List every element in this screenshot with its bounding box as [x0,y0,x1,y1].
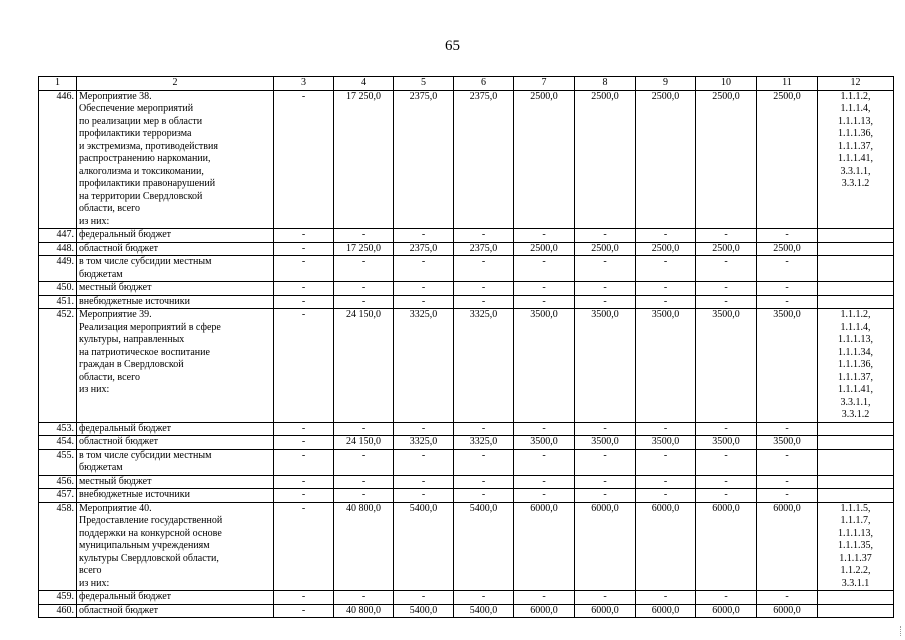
value-cell-c4: - [334,282,394,296]
table-row [39,90,894,229]
table-row [39,229,894,243]
value-cell-c6: - [454,295,514,309]
value-cell-c7: - [514,295,575,309]
row-number: 452. [39,309,77,423]
value-cell-c8: 3500,0 [575,309,636,423]
value-cell-c3: - [274,449,334,475]
target-codes-cell [818,489,894,503]
value-cell-c7: 6000,0 [514,604,575,618]
row-name: федеральный бюджет [77,422,274,436]
value-cell-c4: - [334,256,394,282]
row-name: в том числе субсидии местным бюджетам [77,449,274,475]
value-cell-c7: - [514,591,575,605]
value-cell-c11: 2500,0 [757,242,818,256]
value-cell-c11: - [757,475,818,489]
value-cell-c6: 3325,0 [454,309,514,423]
value-cell-c3: - [274,242,334,256]
value-cell-c11: 2500,0 [757,90,818,229]
table-row [39,502,894,591]
value-cell-c8: - [575,591,636,605]
target-codes-cell [818,591,894,605]
value-cell-c10: - [696,591,757,605]
value-cell-c5: 3325,0 [394,436,454,450]
value-cell-c11: - [757,256,818,282]
value-cell-c3: - [274,282,334,296]
column-header: 5 [394,77,454,91]
value-cell-c6: - [454,475,514,489]
value-cell-c7: - [514,422,575,436]
value-cell-c4: - [334,422,394,436]
value-cell-c9: - [636,282,696,296]
value-cell-c4: 17 250,0 [334,242,394,256]
value-cell-c4: 24 150,0 [334,309,394,423]
target-codes-cell [818,436,894,450]
value-cell-c10: - [696,282,757,296]
value-cell-c5: - [394,229,454,243]
value-cell-c11: - [757,449,818,475]
value-cell-c9: 2500,0 [636,90,696,229]
row-name: местный бюджет [77,282,274,296]
row-name: федеральный бюджет [77,591,274,605]
value-cell-c9: - [636,295,696,309]
value-cell-c11: - [757,422,818,436]
column-header: 7 [514,77,575,91]
value-cell-c11: - [757,489,818,503]
value-cell-c9: - [636,475,696,489]
target-codes-cell [818,242,894,256]
value-cell-c5: - [394,256,454,282]
row-name: Мероприятие 38. Обеспечение мероприятий по реализации мер в области профилактики терроризма и экстремизма, противодействия распространению наркомании, алкоголизма и токсикомании, профилактики правонарушений на территории Свердловской области, всего из них: [77,90,274,229]
value-cell-c9: 6000,0 [636,604,696,618]
row-name: внебюджетные источники [77,295,274,309]
column-header: 9 [636,77,696,91]
row-name: Мероприятие 39. Реализация мероприятий в сфере культуры, направленных на патриотическое воспитание граждан в Свердловской области, всего из них: [77,309,274,423]
value-cell-c3: - [274,591,334,605]
value-cell-c7: 2500,0 [514,242,575,256]
value-cell-c11: 6000,0 [757,604,818,618]
row-number: 459. [39,591,77,605]
row-name: областной бюджет [77,242,274,256]
value-cell-c11: 3500,0 [757,436,818,450]
value-cell-c4: - [334,449,394,475]
value-cell-c5: - [394,489,454,503]
value-cell-c8: - [575,475,636,489]
value-cell-c10: - [696,295,757,309]
value-cell-c8: - [575,449,636,475]
value-cell-c6: - [454,256,514,282]
target-codes-cell [818,295,894,309]
value-cell-c10: 2500,0 [696,242,757,256]
row-number: 447. [39,229,77,243]
value-cell-c10: - [696,489,757,503]
value-cell-c10: 3500,0 [696,436,757,450]
value-cell-c11: - [757,282,818,296]
table-row [39,309,894,423]
table-row [39,489,894,503]
value-cell-c8: - [575,422,636,436]
row-number: 457. [39,489,77,503]
value-cell-c7: 2500,0 [514,90,575,229]
value-cell-c8: - [575,282,636,296]
value-cell-c7: - [514,449,575,475]
value-cell-c4: 40 800,0 [334,502,394,591]
value-cell-c5: - [394,422,454,436]
budget-table [38,76,894,618]
target-codes-cell [818,256,894,282]
row-name: в том числе субсидии местным бюджетам [77,256,274,282]
value-cell-c5: 2375,0 [394,242,454,256]
margin-mark [900,626,903,636]
value-cell-c7: - [514,256,575,282]
value-cell-c10: 6000,0 [696,604,757,618]
value-cell-c3: - [274,604,334,618]
value-cell-c10: - [696,422,757,436]
column-header: 8 [575,77,636,91]
page-number: 65 [445,38,460,54]
row-number: 450. [39,282,77,296]
value-cell-c5: 2375,0 [394,90,454,229]
value-cell-c11: - [757,229,818,243]
value-cell-c6: - [454,282,514,296]
row-number: 456. [39,475,77,489]
value-cell-c3: - [274,90,334,229]
column-header: 12 [818,77,894,91]
value-cell-c7: 3500,0 [514,309,575,423]
value-cell-c5: - [394,282,454,296]
value-cell-c4: 24 150,0 [334,436,394,450]
target-codes-cell: 1.1.1.2, 1.1.1.4, 1.1.1.13, 1.1.1.34, 1.1.1.36, 1.1.1.37, 1.1.1.41, 3.3.1.1, 3.3.1.2 [818,309,894,423]
table-row [39,256,894,282]
value-cell-c4: - [334,295,394,309]
value-cell-c3: - [274,229,334,243]
column-header: 10 [696,77,757,91]
column-header: 11 [757,77,818,91]
value-cell-c7: - [514,282,575,296]
value-cell-c4: - [334,489,394,503]
target-codes-cell [818,475,894,489]
row-number: 453. [39,422,77,436]
value-cell-c9: - [636,591,696,605]
row-number: 451. [39,295,77,309]
value-cell-c10: - [696,475,757,489]
value-cell-c5: 5400,0 [394,502,454,591]
value-cell-c3: - [274,475,334,489]
value-cell-c8: 2500,0 [575,90,636,229]
value-cell-c5: - [394,295,454,309]
value-cell-c6: - [454,422,514,436]
value-cell-c6: 5400,0 [454,502,514,591]
value-cell-c5: - [394,449,454,475]
value-cell-c10: 3500,0 [696,309,757,423]
value-cell-c8: 3500,0 [575,436,636,450]
value-cell-c9: - [636,229,696,243]
value-cell-c11: 3500,0 [757,309,818,423]
value-cell-c8: 6000,0 [575,604,636,618]
table-row [39,604,894,618]
table-header-row [39,77,894,91]
value-cell-c3: - [274,295,334,309]
value-cell-c7: 6000,0 [514,502,575,591]
value-cell-c10: - [696,256,757,282]
table-row [39,449,894,475]
value-cell-c3: - [274,436,334,450]
value-cell-c6: - [454,591,514,605]
value-cell-c8: - [575,256,636,282]
value-cell-c5: - [394,475,454,489]
column-header: 1 [39,77,77,91]
target-codes-cell: 1.1.1.5, 1.1.1.7, 1.1.1.13, 1.1.1.35, 1.1.1.37 1.1.2.2, 3.3.1.1 [818,502,894,591]
row-name: областной бюджет [77,436,274,450]
value-cell-c7: 3500,0 [514,436,575,450]
value-cell-c6: - [454,229,514,243]
column-header: 2 [77,77,274,91]
row-number: 446. [39,90,77,229]
row-name: внебюджетные источники [77,489,274,503]
table-row [39,282,894,296]
row-name: Мероприятие 40. Предоставление государственной поддержки на конкурсной основе муниципальным учреждениям культуры Свердловской области, всего из них: [77,502,274,591]
value-cell-c3: - [274,422,334,436]
column-header: 3 [274,77,334,91]
row-name: местный бюджет [77,475,274,489]
target-codes-cell [818,282,894,296]
table-row [39,242,894,256]
value-cell-c10: 2500,0 [696,90,757,229]
value-cell-c5: 3325,0 [394,309,454,423]
value-cell-c5: 5400,0 [394,604,454,618]
row-number: 455. [39,449,77,475]
value-cell-c6: 2375,0 [454,242,514,256]
row-number: 460. [39,604,77,618]
value-cell-c4: - [334,475,394,489]
value-cell-c6: 3325,0 [454,436,514,450]
table-row [39,422,894,436]
target-codes-cell [818,604,894,618]
table-row [39,591,894,605]
value-cell-c3: - [274,502,334,591]
value-cell-c8: 6000,0 [575,502,636,591]
value-cell-c3: - [274,309,334,423]
value-cell-c9: - [636,256,696,282]
value-cell-c6: - [454,489,514,503]
value-cell-c11: 6000,0 [757,502,818,591]
row-number: 449. [39,256,77,282]
row-number: 448. [39,242,77,256]
value-cell-c7: - [514,489,575,503]
value-cell-c4: - [334,229,394,243]
target-codes-cell: 1.1.1.2, 1.1.1.4, 1.1.1.13, 1.1.1.36, 1.1.1.37, 1.1.1.41, 3.3.1.1, 3.3.1.2 [818,90,894,229]
value-cell-c9: - [636,422,696,436]
value-cell-c10: - [696,449,757,475]
value-cell-c6: - [454,449,514,475]
value-cell-c4: 40 800,0 [334,604,394,618]
value-cell-c4: - [334,591,394,605]
value-cell-c6: 2375,0 [454,90,514,229]
value-cell-c7: - [514,475,575,489]
value-cell-c9: 2500,0 [636,242,696,256]
value-cell-c5: - [394,591,454,605]
value-cell-c10: - [696,229,757,243]
value-cell-c10: 6000,0 [696,502,757,591]
target-codes-cell [818,449,894,475]
value-cell-c9: - [636,489,696,503]
value-cell-c9: 6000,0 [636,502,696,591]
row-name: областной бюджет [77,604,274,618]
value-cell-c9: 3500,0 [636,436,696,450]
value-cell-c8: - [575,229,636,243]
table-row [39,436,894,450]
value-cell-c3: - [274,256,334,282]
row-number: 454. [39,436,77,450]
value-cell-c8: - [575,295,636,309]
value-cell-c11: - [757,295,818,309]
row-number: 458. [39,502,77,591]
target-codes-cell [818,229,894,243]
value-cell-c9: - [636,449,696,475]
value-cell-c11: - [757,591,818,605]
value-cell-c9: 3500,0 [636,309,696,423]
table-row [39,295,894,309]
table-row [39,475,894,489]
target-codes-cell [818,422,894,436]
value-cell-c8: - [575,489,636,503]
value-cell-c6: 5400,0 [454,604,514,618]
value-cell-c8: 2500,0 [575,242,636,256]
value-cell-c3: - [274,489,334,503]
value-cell-c7: - [514,229,575,243]
value-cell-c4: 17 250,0 [334,90,394,229]
column-header: 4 [334,77,394,91]
row-name: федеральный бюджет [77,229,274,243]
column-header: 6 [454,77,514,91]
